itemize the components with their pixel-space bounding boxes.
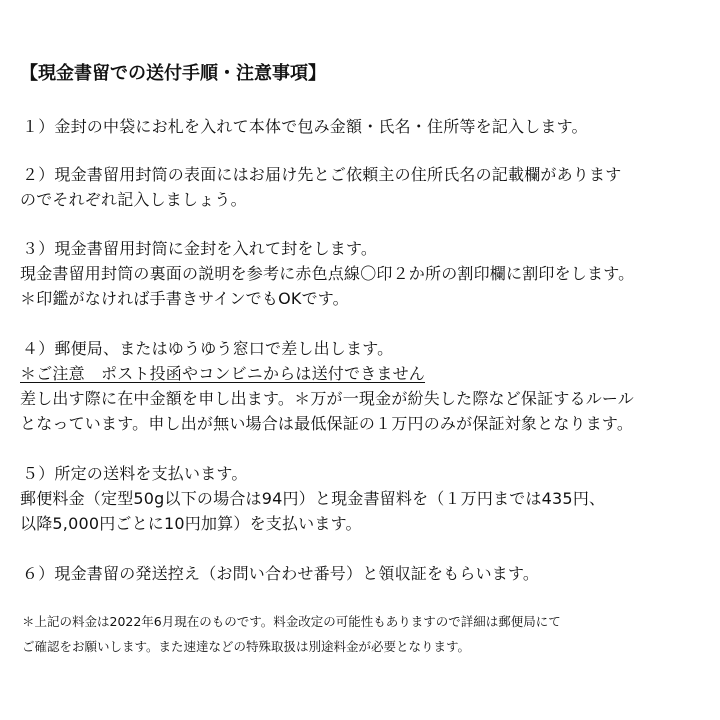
step-3-line-3: ＊印鑑がなければ手書きサインでもOKです。 <box>20 289 349 308</box>
step-4-line-4: となっています。申し出が無い場合は最低保証の１万円のみが保証対象となります。 <box>20 414 634 433</box>
step-4-line-3: 差し出す際に在中金額を申し出ます。＊万が一現金が紛失した際など保証するルール <box>20 389 635 408</box>
step-3-line-1: ３）現金書留用封筒に金封を入れて封をします。 <box>22 239 378 258</box>
step-1-line-1: １）金封の中袋にお札を入れて本体で包み金額・氏名・住所等を記入します。 <box>22 117 588 136</box>
step-2-line-1: ２）現金書留用封筒の表面にはお届け先とご依頼主の住所氏名の記載欄があります <box>22 165 622 184</box>
step-4-warning: ＊ご注意 ポスト投函やコンビニからは送付できません <box>20 364 426 383</box>
step-5-line-1: ５）所定の送料を支払います。 <box>22 464 248 483</box>
step-3-line-2: 現金書留用封筒の裏面の説明を参考に赤色点線〇印２か所の割印欄に割印をします。 <box>20 264 635 283</box>
document-title: 【現金書留での送付手順・注意事項】 <box>20 63 326 84</box>
step-2-line-2: のでそれぞれ記入しましょう。 <box>20 190 247 209</box>
footnote-line-1: ＊上記の料金は2022年6月現在のものです。料金改定の可能性もありますので詳細は郵便局にて <box>22 614 561 629</box>
footnote-line-2: ご確認をお願いします。また速達などの特殊取扱は別途料金が必要となります。 <box>22 639 471 654</box>
step-5-line-3: 以降5,000円ごとに10円加算）を支払います。 <box>20 514 362 533</box>
step-4-line-1: ４）郵便局、またはゆうゆう窓口で差し出します。 <box>22 339 394 358</box>
step-6-line-1: ６）現金書留の発送控え（お問い合わせ番号）と領収証をもらいます。 <box>22 564 540 583</box>
step-5-line-2: 郵便料金（定型50g以下の場合は94円）と現金書留料を（１万円までは435円、 <box>20 489 606 508</box>
